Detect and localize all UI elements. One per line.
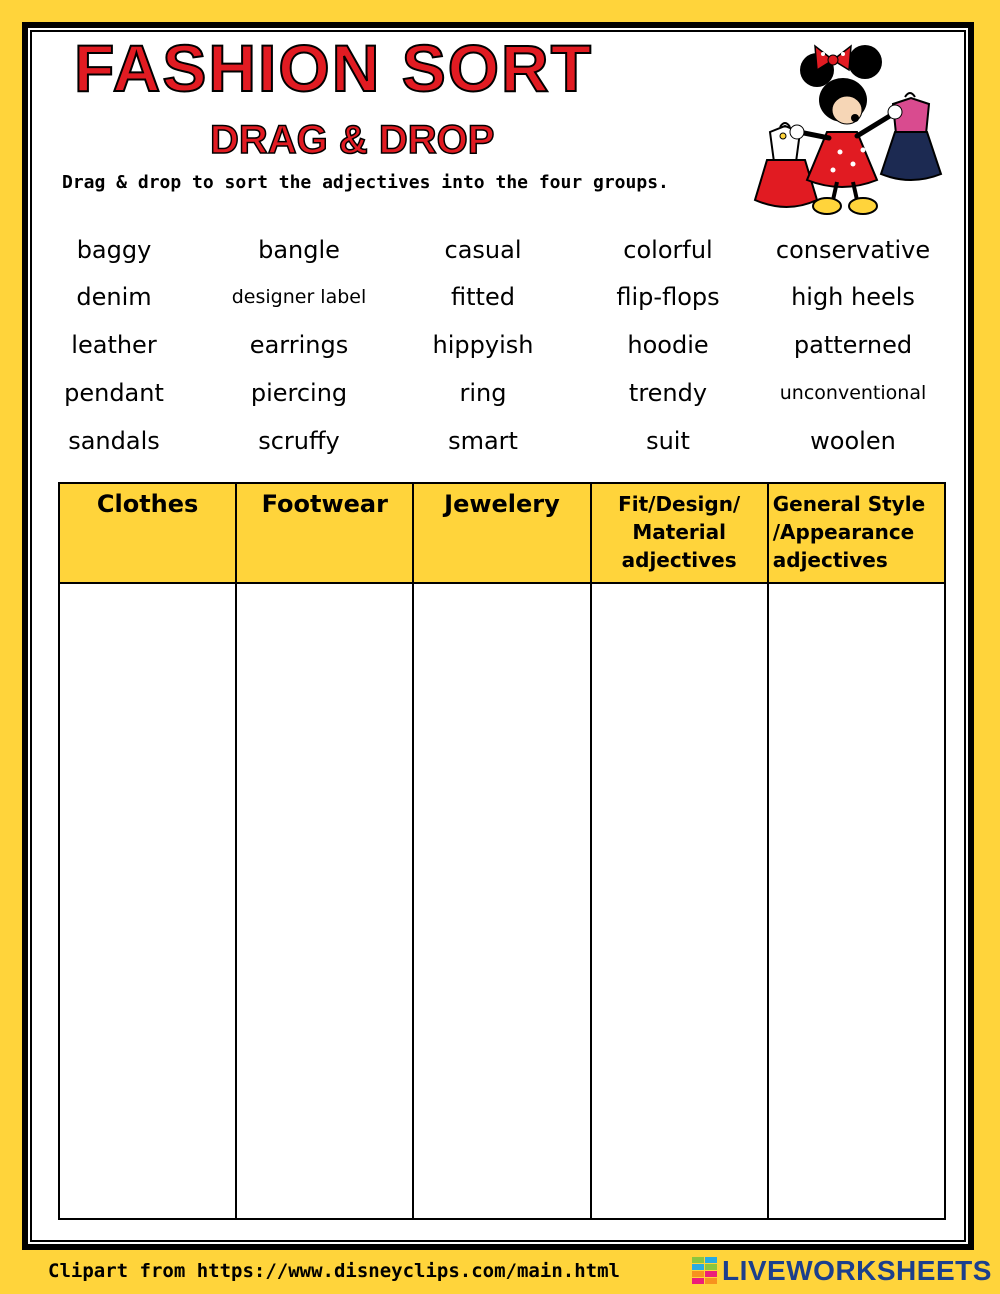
draggable-word[interactable]: designer label <box>231 286 367 308</box>
draggable-word[interactable]: trendy <box>628 379 708 407</box>
column-header-label: Jewelery <box>444 490 560 518</box>
liveworksheets-logo-icon <box>692 1257 718 1285</box>
page-subtitle: DRAG & DROP <box>210 118 495 162</box>
clipart-credit: Clipart from https://www.disneyclips.com/main.html <box>48 1260 620 1282</box>
draggable-word[interactable]: patterned <box>793 331 913 359</box>
draggable-word[interactable]: leather <box>71 331 157 359</box>
column-header-label: /Appearance <box>772 520 915 544</box>
column-header-label: adjectives <box>621 548 737 572</box>
liveworksheets-brand-text: LIVEWORKSHEETS <box>722 1255 992 1286</box>
draggable-word[interactable]: hippyish <box>432 331 534 359</box>
draggable-word[interactable]: denim <box>76 283 152 311</box>
drop-zone-general-style[interactable] <box>768 583 945 1219</box>
draggable-word[interactable]: woolen <box>810 427 896 455</box>
draggable-word[interactable]: ring <box>459 379 507 407</box>
column-header-general-style <box>768 483 945 583</box>
column-header-jewelery <box>413 483 590 583</box>
draggable-word[interactable]: bangle <box>258 236 340 264</box>
column-header-fit-design-material <box>591 483 768 583</box>
instructions-text: Drag & drop to sort the adjectives into the four groups. <box>62 172 669 193</box>
drop-zone-fit-design-material[interactable] <box>591 583 768 1219</box>
draggable-word[interactable]: piercing <box>250 379 348 407</box>
column-header-label: adjectives <box>772 548 888 572</box>
column-header-clothes <box>59 483 236 583</box>
draggable-word[interactable]: flip-flops <box>616 283 720 311</box>
column-header-label: Clothes <box>96 490 199 518</box>
column-header-label: General Style <box>772 492 926 516</box>
draggable-word[interactable]: unconventional <box>779 382 927 404</box>
draggable-word[interactable]: earrings <box>249 331 349 359</box>
minnie-mouse-clipart <box>745 32 945 222</box>
draggable-word[interactable]: baggy <box>76 236 152 264</box>
draggable-word[interactable]: conservative <box>775 236 931 264</box>
page-title: FASHION SORT <box>74 31 594 105</box>
draggable-word[interactable]: hoodie <box>627 331 709 359</box>
column-header-label: Footwear <box>261 490 388 518</box>
draggable-word[interactable]: pendant <box>64 379 164 407</box>
draggable-word[interactable]: high heels <box>791 283 915 311</box>
drop-zone-clothes[interactable] <box>59 583 236 1219</box>
draggable-word[interactable]: sandals <box>68 427 160 455</box>
draggable-word[interactable]: colorful <box>623 236 713 264</box>
column-header-label: Fit/Design/ <box>618 492 741 516</box>
sort-table-drop-row <box>59 583 945 1219</box>
draggable-word[interactable]: scruffy <box>258 427 340 455</box>
liveworksheets-brand <box>692 1254 992 1288</box>
draggable-word[interactable]: casual <box>444 236 522 264</box>
drop-zone-jewelery[interactable] <box>413 583 590 1219</box>
column-header-label: Material <box>632 520 726 544</box>
draggable-word[interactable]: fitted <box>451 283 515 311</box>
draggable-word[interactable]: smart <box>448 427 518 455</box>
draggable-word[interactable]: suit <box>646 427 690 455</box>
column-header-footwear <box>236 483 413 583</box>
drop-zone-footwear[interactable] <box>236 583 413 1219</box>
sort-table <box>58 482 946 1220</box>
sort-table-header-row <box>59 483 945 583</box>
